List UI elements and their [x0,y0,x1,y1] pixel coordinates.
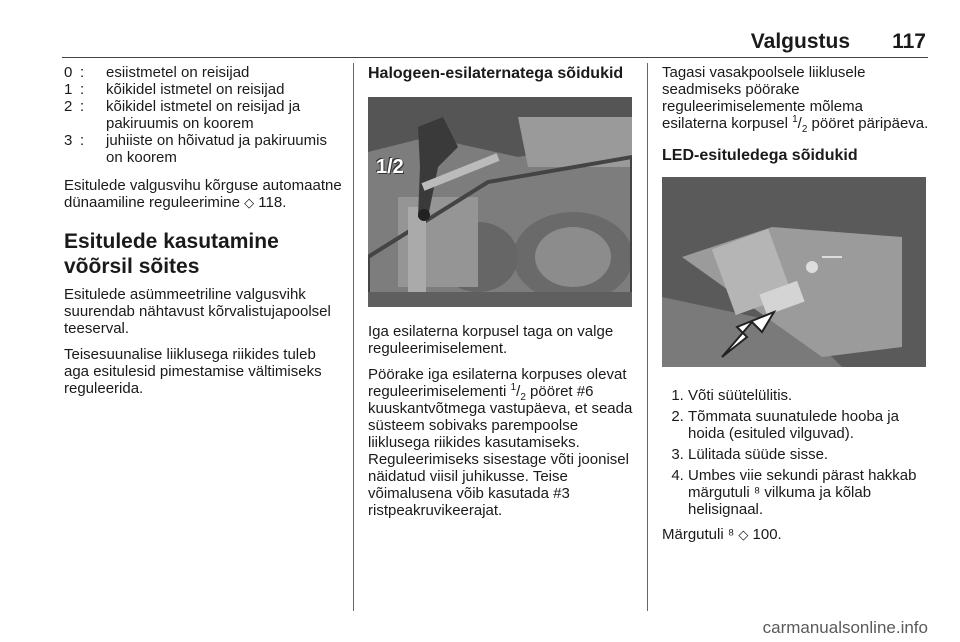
page-reference-link[interactable]: 118. [258,194,287,211]
fraction-denominator: 2 [801,124,808,135]
header-rule [62,57,928,58]
indicator-stalk-photo [662,177,926,367]
column-divider-1 [353,63,354,611]
column-divider-2 [647,63,648,611]
fraction-numerator: 1 [510,382,517,393]
list-item: 1. Võti süütelülitis. [688,387,932,404]
column-3 [662,64,932,552]
page-reference-link[interactable]: 100. [752,526,782,543]
column-2 [368,64,636,528]
headlamp-adjuster-photo [368,97,632,307]
list-text: kõikidel istmetel on reisijad [106,81,285,98]
return-paragraph: Tagasi vasakpoolsele liiklusele seadmiseks pöörake reguleerimiselemente mõlema esilaterna korpusel $^1/_2$ pööret päripäeva. [662,64,929,135]
figure-label: 1/2 [376,156,404,178]
occupancy-list [64,64,342,166]
list-text: juhiiste on hõivatud ja pakiruumis on koorem [106,132,327,166]
paragraph: Esitulede asümmeetriline valgusvihk suurendab nähtavust kõrvalistujapoolsel teeserval. [64,286,331,337]
ref-arrow-icon: ◇ [244,195,255,210]
stalk-illustration [662,177,926,367]
paragraph: Teisesuunalise liiklusega riikides tuleb aga esitulesid pimestamise vältimiseks reguleerida. [64,346,322,397]
watermark: carmanualsonline.info [762,618,928,637]
list-text: esiistmetel on reisijad [106,64,250,81]
list-key: 0 [64,64,73,81]
list-key: 1 [64,81,73,98]
fraction-numerator: 1 [792,114,798,125]
section-heading: LED-esituledega sõidukid [662,147,858,164]
page-header [62,24,928,54]
headlamp-illustration [368,97,632,307]
list-item: 3 : juhiiste on hõivatud ja pakiruumis on koorem [64,132,342,166]
list-item: 2 : kõikidel istmetel on reisijad ja pakiruumis on koorem [64,98,342,132]
list-text: kõikidel istmetel on reisijad ja pakiruumis on koorem [106,98,301,132]
paragraph: Iga esilaterna korpusel taga on valge reguleerimiselement. [368,323,614,357]
list-item: 4. Umbes viie sekundi pärast hakkab märgutuli ⁸ vilkuma ja kõlab helisignaal. [688,467,932,518]
auto-leveling-paragraph [64,177,342,211]
list-item: 3. Lülitada süüde sisse. [688,446,932,463]
column-1 [64,64,342,406]
chapter-title: Valgustus [750,30,850,53]
list-key: 3 [64,132,73,149]
list-item: 0 : esiistmetel on reisijad [64,64,342,81]
fraction-denominator: 2 [520,392,526,403]
page-number: 117 [892,30,926,53]
section-heading: Esitulede kasutamine võõrsil sõites [64,230,279,278]
list-item: 2. Tõmmata suunatulede hooba ja hoida (esituled vilguvad). [688,408,932,442]
activation-steps [662,387,932,518]
ref-arrow-icon: ◇ [738,527,749,542]
section-heading: Halogeen-esilaternatega sõidukid [368,65,624,82]
indicator-reference: Märgutuli ⁸ ◇ 100. [662,526,782,543]
adjust-instructions-paragraph: Pöörake iga esilaterna korpuses olevat reguleerimiselementi $^1/_2$ pööret #6 kuuskantvõtmega vastupäeva, et seada süsteem sobivaks parempoolse liiklusega riikides kasutamiseks. Reguleerimiseks sisestage võti joonisel näidatud viisil juhikusse. Teise võimalusena võib kasutada #3 ristpeakruvikeerajat. [368,366,633,519]
auto-leveling-text: Esitulede valgusvihu kõrguse automaatne dünaamiline reguleerimine [64,177,342,211]
list-key: 2 [64,98,73,115]
list-item: 1 : kõikidel istmetel on reisijad [64,81,342,98]
